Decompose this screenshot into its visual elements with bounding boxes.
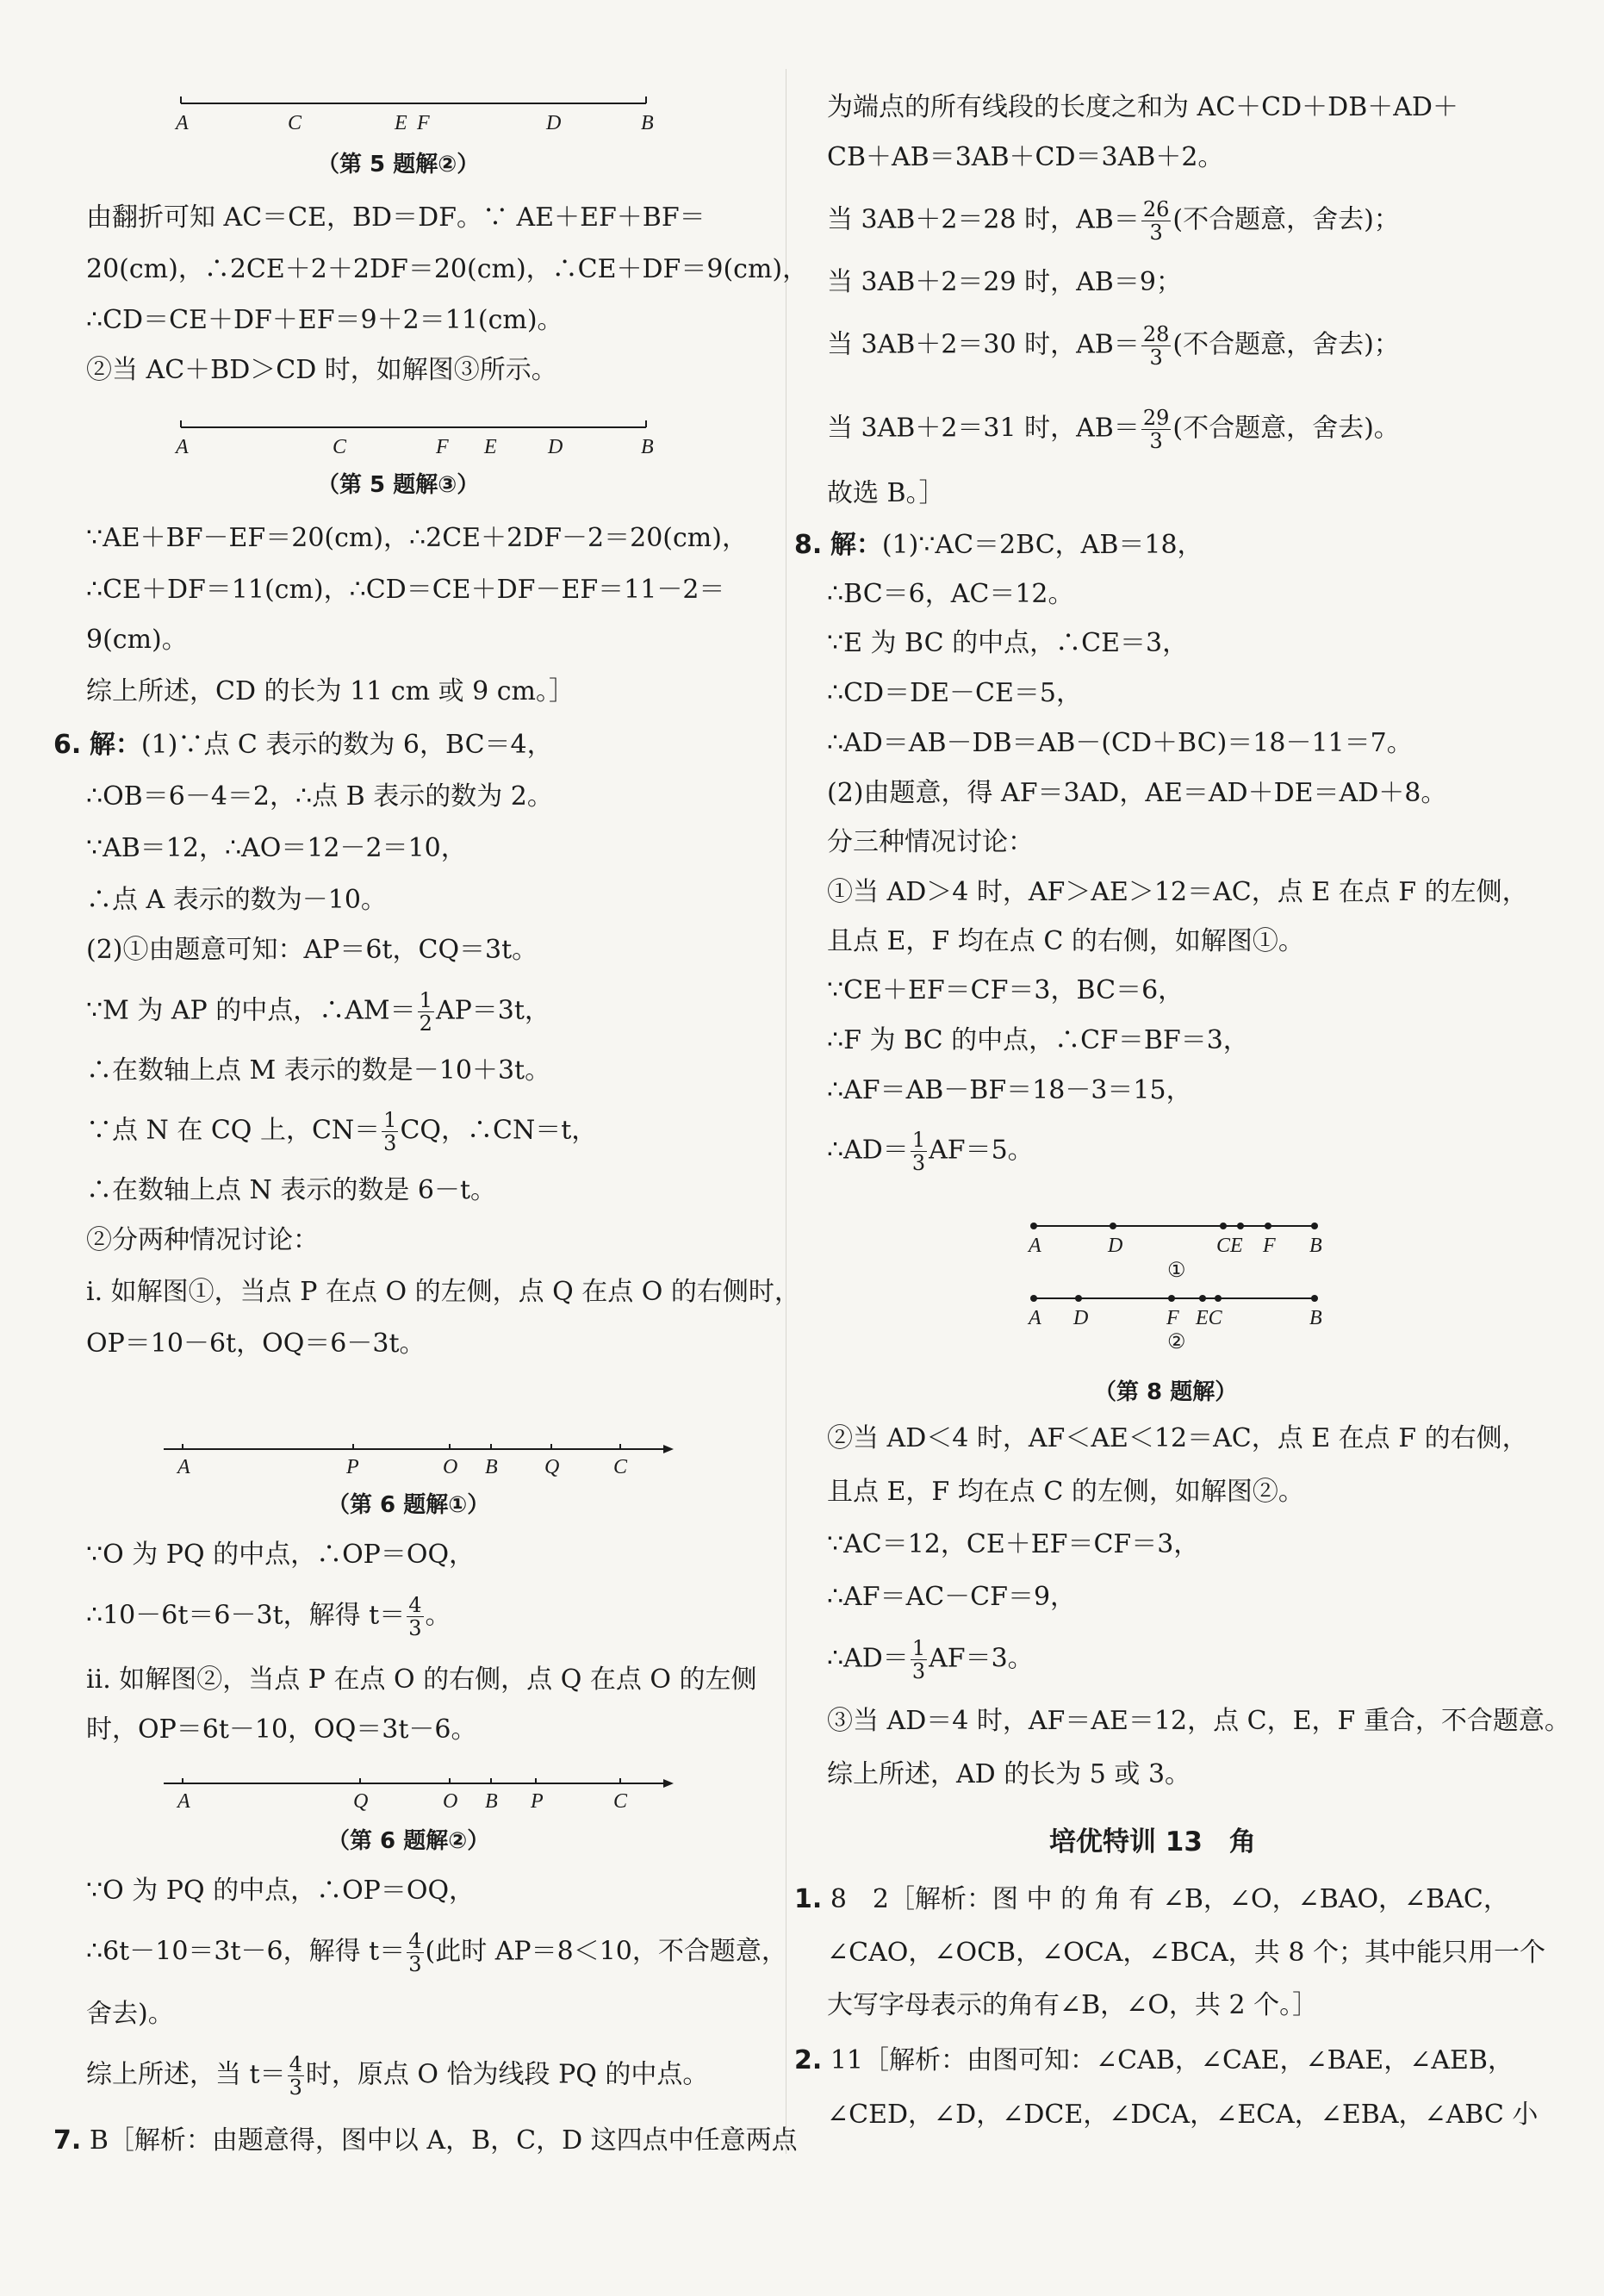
text-line-with-fraction [827, 407, 1400, 452]
text-line: ∴AD＝AB－DB＝AB－(CD＋BC)＝18－11＝7。 [827, 728, 1413, 758]
fraction [1141, 323, 1172, 369]
text-line: 当 3AB＋2＝29 时，AB＝9； [827, 267, 1182, 297]
text-line: ∵O 为 PQ 的中点，∴OP＝OQ， [86, 1540, 476, 1570]
question-6-head: 解： [89, 730, 141, 760]
fig6a-label-5: C [613, 1456, 628, 1478]
section-title: 培优特训 13 角 [1049, 1826, 1256, 1857]
question-6-first-line [53, 728, 553, 762]
fraction-denominator: 3 [911, 1659, 926, 1683]
text-line-with-fraction [86, 1594, 451, 1640]
question-8-first-line [794, 528, 1203, 563]
text-span: 时，原点 O 恰为线段 PQ 的中点。 [305, 2059, 709, 2090]
fig6b-label-4: P [531, 1790, 544, 1813]
fraction-numerator: 28 [1142, 322, 1170, 346]
text-line: 9(cm)。 [86, 625, 188, 655]
fraction [418, 989, 434, 1035]
text-line-with-fraction [827, 198, 1400, 244]
figure-6-2-caption: （第 6 题解②） [327, 1828, 490, 1854]
fraction-numerator: 4 [289, 2052, 302, 2076]
text-span: ∴AD＝ [827, 1135, 909, 1166]
text-line: ∵AC＝12，CE＋EF＝CF＝3， [827, 1529, 1200, 1559]
fig8-line2-label-0: A [1029, 1307, 1041, 1329]
text-span: 综上所述，当 t＝ [86, 2059, 286, 2090]
fig8-line1-label-1: D [1108, 1235, 1123, 1257]
fraction-denominator: 3 [1149, 221, 1163, 245]
text-line: ①当 AD＞4 时，AF＞AE＞12＝AC，点 E 在点 F 的左侧， [827, 877, 1528, 907]
text-line-with-fraction [827, 1129, 1034, 1174]
figure-6-2-number-line [164, 1775, 681, 1818]
question-7-number: 7. [53, 2125, 82, 2156]
fig8-line1-label-2: CE [1216, 1235, 1243, 1257]
text-span: B［解析：由题意得，图中以 A，B，C，D 这四点中任意两点 [89, 2125, 798, 2156]
text-span: 当 3AB＋2＝31 时，AB＝ [827, 413, 1140, 444]
text-line: 时，OP＝6t－10，OQ＝3t－6。 [86, 1714, 477, 1745]
text-line: ∵AB＝12，∴AO＝12－2＝10， [86, 833, 467, 863]
fraction [382, 1109, 398, 1154]
text-span: (1)∵AC＝2BC，AB＝18， [881, 530, 1203, 560]
fig8-line2-label-4: B [1309, 1307, 1322, 1329]
text-line: ②分两种情况讨论： [86, 1225, 319, 1255]
text-span: ∴AD＝ [827, 1643, 909, 1674]
text-line: ∴AF＝AB－BF＝18－3＝15， [827, 1075, 1192, 1105]
text-line: ∠CAO，∠OCB，∠OCA，∠BCA，共 8 个；其中能只用一个 [827, 1938, 1545, 1968]
text-line: ∵E 为 BC 的中点，∴CE＝3， [827, 628, 1189, 658]
figure-5-3-segment [176, 419, 663, 470]
fig6b-label-5: C [613, 1790, 628, 1813]
fig5b-label-4: D [546, 112, 562, 134]
fig6a-label-0: A [177, 1456, 190, 1478]
text-line: 由翻折可知 AC＝CE，BD＝DF。∵ AE＋EF＋BF＝ [86, 202, 706, 233]
text-line: 故选 B。］ [827, 478, 945, 508]
question-7-line [53, 2124, 798, 2158]
question-8-head: 解： [830, 530, 882, 560]
fig5c-label-3: E [484, 436, 497, 458]
question-6-number: 6. [53, 730, 82, 760]
fraction [911, 1129, 927, 1174]
text-line: ⅱ. 如解图②，当点 P 在点 O 的右侧，点 Q 在点 O 的左侧 [86, 1664, 757, 1695]
fig5b-label-2: E [395, 112, 407, 134]
text-span: ∵点 N 在 CQ 上，CN＝ [86, 1115, 381, 1146]
text-span: (1)∵点 C 表示的数为 6，BC＝4， [140, 730, 553, 760]
text-line: (2)①由题意可知：AP＝6t，CQ＝3t。 [86, 935, 538, 965]
text-line: ∴F 为 BC 的中点，∴CF＝BF＝3， [827, 1025, 1249, 1055]
fraction-numerator: 1 [911, 1128, 926, 1152]
fig5b-label-5: B [641, 112, 654, 134]
text-line: 分三种情况讨论： [827, 827, 1034, 857]
text-span: AF＝5。 [929, 1135, 1034, 1166]
fig6b-label-2: O [443, 1790, 458, 1813]
text-line: CB＋AB＝3AB＋CD＝3AB＋2。 [827, 142, 1224, 172]
question-1-number: 1. [794, 1884, 823, 1914]
fig8-line2-label-3: EC [1196, 1307, 1222, 1329]
text-line: ③当 AD＝4 时，AF＝AE＝12，点 C，E，F 重合，不合题意。 [827, 1706, 1570, 1736]
fraction-numerator: 29 [1142, 406, 1170, 430]
fraction [1141, 198, 1172, 244]
text-line: 为端点的所有线段的长度之和为 AC＋CD＋DB＋AD＋ [827, 92, 1458, 122]
text-line: ∴CD＝CE＋DF＋EF＝9＋2＝11(cm)。 [86, 305, 563, 335]
figure-5-2-caption: （第 5 题解②） [317, 152, 480, 177]
figure-6-1-number-line [164, 1440, 681, 1484]
text-line-with-fraction [86, 1930, 787, 1976]
text-line: 20(cm)，∴2CE＋2＋2DF＝20(cm)，∴CE＋DF＝9(cm)， [86, 254, 809, 284]
fig6a-label-1: P [346, 1456, 359, 1478]
text-span: ∴6t－10＝3t－6，解得 t＝ [86, 1936, 406, 1967]
text-line: 舍去)。 [86, 1999, 174, 2029]
text-line: ∴点 A 表示的数为－10。 [86, 885, 387, 915]
fraction-denominator: 3 [1149, 429, 1163, 453]
text-span: ∴10－6t＝6－3t，解得 t＝ [86, 1600, 406, 1631]
fraction [407, 1594, 423, 1640]
fraction-denominator: 3 [289, 2075, 302, 2100]
text-line-with-fraction [827, 1637, 1034, 1683]
text-span: 。 [425, 1600, 451, 1631]
text-line-with-fraction [86, 989, 550, 1035]
fraction [288, 2053, 304, 2099]
fraction-numerator: 1 [419, 988, 432, 1012]
text-span: 当 3AB＋2＝30 时，AB＝ [827, 329, 1140, 360]
fig6a-label-2: O [443, 1456, 458, 1478]
text-line: ⅰ. 如解图①，当点 P 在点 O 的左侧，点 Q 在点 O 的右侧时， [86, 1277, 800, 1307]
text-line: 综上所述，AD 的长为 5 或 3。 [827, 1759, 1191, 1789]
text-line: ∴在数轴上点 N 表示的数是 6－t。 [86, 1175, 497, 1205]
text-line: ∴在数轴上点 M 表示的数是－10＋3t。 [86, 1055, 551, 1086]
fraction-numerator: 4 [408, 1929, 422, 1953]
text-span: (此时 AP＝8＜10，不合题意， [425, 1936, 787, 1967]
fraction [1141, 407, 1172, 452]
fraction-numerator: 1 [383, 1108, 397, 1132]
text-line-with-fraction [86, 1109, 597, 1154]
figure-6-1-caption: （第 6 题解①） [327, 1492, 490, 1518]
fig5b-label-3: F [417, 112, 430, 134]
question-2-line [794, 2044, 1514, 2078]
text-line: ∴CE＋DF＝11(cm)，∴CD＝CE＋DF－EF＝11－2＝ [86, 575, 725, 605]
text-line: ∵AE＋BF－EF＝20(cm)，∴2CE＋2DF－2＝20(cm)， [86, 523, 748, 553]
fraction-denominator: 2 [419, 1011, 432, 1036]
text-line: ②当 AD＜4 时，AF＜AE＜12＝AC，点 E 在点 F 的右侧， [827, 1423, 1528, 1453]
fig8-line2-label-2: F [1166, 1307, 1179, 1329]
fraction-numerator: 26 [1142, 197, 1170, 221]
fig5c-label-5: B [641, 436, 654, 458]
fig5c-label-4: D [548, 436, 563, 458]
fig5c-label-1: C [333, 436, 347, 458]
fraction-denominator: 3 [911, 1151, 926, 1175]
text-span: 11［解析：由图可知：∠CAB，∠CAE，∠BAE，∠AEB， [830, 2045, 1514, 2075]
fig8-tag-1: ① [1167, 1260, 1186, 1282]
text-line: ∴CD＝DE－CE＝5， [827, 678, 1082, 708]
fig8-line1-label-4: B [1309, 1235, 1322, 1257]
text-line-with-fraction [827, 323, 1400, 369]
fig5c-label-2: F [436, 436, 449, 458]
text-span: 当 3AB＋2＝28 时，AB＝ [827, 204, 1140, 235]
text-line: ②当 AC＋BD＞CD 时，如解图③所示。 [86, 355, 557, 385]
figure-5-2-segment [176, 95, 663, 146]
fig6a-label-4: Q [544, 1456, 560, 1478]
fig6a-label-3: B [485, 1456, 498, 1478]
text-line: ∴OB＝6－4＝2，∴点 B 表示的数为 2。 [86, 781, 553, 812]
figure-8-caption: （第 8 题解） [1094, 1379, 1238, 1405]
text-line: 大写字母表示的角有∠B，∠O，共 2 个。］ [827, 1990, 1319, 2020]
fig6b-label-3: B [485, 1790, 498, 1813]
text-span: CQ，∴CN＝t， [400, 1115, 598, 1146]
fig8-line1-label-3: F [1263, 1235, 1276, 1257]
fraction-denominator: 3 [1149, 345, 1163, 370]
question-2-number: 2. [794, 2045, 823, 2075]
text-span: AF＝3。 [929, 1643, 1034, 1674]
text-line: ∵O 为 PQ 的中点，∴OP＝OQ， [86, 1876, 476, 1906]
text-line: ∴AF＝AC－CF＝9， [827, 1582, 1077, 1612]
text-line: 且点 E，F 均在点 C 的右侧，如解图①。 [827, 926, 1304, 956]
fraction [407, 1930, 423, 1976]
fig6b-label-1: Q [353, 1790, 369, 1813]
fraction-denominator: 3 [408, 1616, 422, 1640]
text-span: (不合题意，舍去)； [1172, 329, 1400, 360]
fraction-numerator: 1 [911, 1636, 926, 1660]
question-1-line [794, 1882, 1509, 1917]
fig6b-label-0: A [177, 1790, 190, 1813]
fraction [911, 1637, 927, 1683]
fraction-denominator: 3 [408, 1952, 422, 1976]
text-line: 且点 E，F 均在点 C 的左侧，如解图②。 [827, 1477, 1304, 1507]
fig8-line1-label-0: A [1029, 1235, 1041, 1257]
text-span: ∵M 为 AP 的中点，∴AM＝ [86, 995, 416, 1026]
text-span: 8 2［解析：图 中 的 角 有 ∠B，∠O，∠BAO，∠BAC， [830, 1884, 1509, 1914]
text-line-with-fraction [86, 2053, 708, 2099]
text-line: ∴BC＝6，AC＝12。 [827, 579, 1074, 609]
fig8-tag-2: ② [1167, 1331, 1186, 1353]
fig8-line2-label-1: D [1073, 1307, 1089, 1329]
text-span: AP＝3t， [435, 995, 550, 1026]
text-line: OP＝10－6t，OQ＝6－3t。 [86, 1328, 426, 1359]
text-span: (不合题意，舍去)； [1172, 204, 1400, 235]
text-line: (2)由题意，得 AF＝3AD，AE＝AD＋DE＝AD＋8。 [827, 778, 1447, 808]
text-line: ∵CE＋EF＝CF＝3，BC＝6， [827, 975, 1184, 1005]
question-8-number: 8. [794, 530, 823, 560]
fraction-denominator: 3 [383, 1131, 397, 1155]
fig5b-label-1: C [288, 112, 302, 134]
fig5c-label-0: A [176, 436, 189, 458]
text-line: ∠CED，∠D，∠DCE，∠DCA，∠ECA，∠EBA，∠ABC 小 [827, 2100, 1539, 2130]
text-span: (不合题意，舍去)。 [1172, 413, 1400, 444]
figure-5-3-caption: （第 5 题解③） [317, 472, 480, 498]
fig5b-label-0: A [176, 112, 189, 134]
fraction-numerator: 4 [408, 1593, 422, 1617]
figure-8-segments [1029, 1219, 1344, 1353]
text-line: 综上所述，CD 的长为 11 cm 或 9 cm。］ [86, 676, 575, 706]
